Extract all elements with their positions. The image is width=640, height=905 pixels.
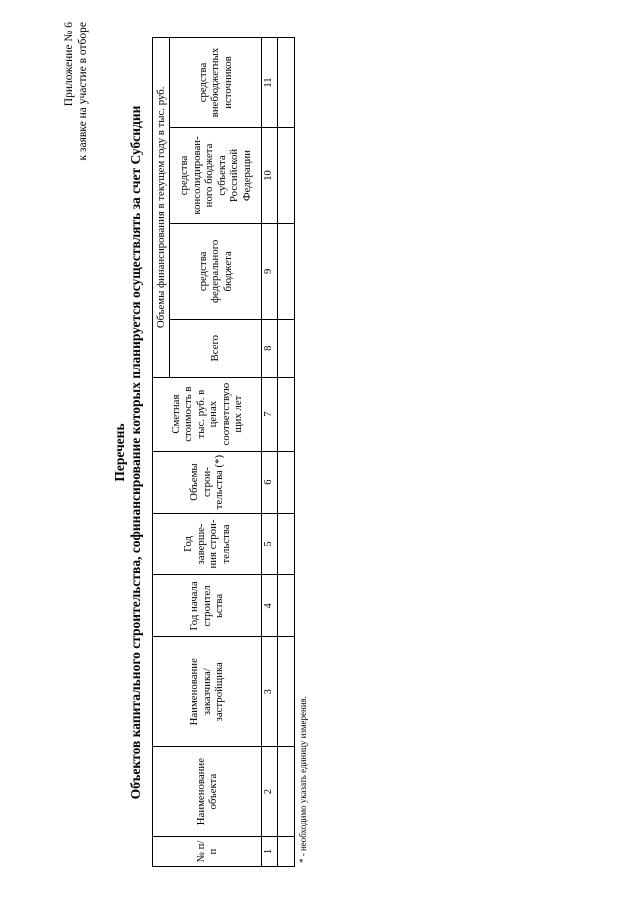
document-title: Перечень — [112, 423, 127, 482]
column-number: 11 — [262, 38, 278, 128]
appendix-line-2: к заявке на участие в отборе — [77, 22, 89, 161]
table-cell — [278, 637, 295, 747]
header-end-year: Год заверше-ния строи-тельства — [153, 513, 262, 575]
header-financing-group: Объемы финансирования в текущем году в тыс. руб. — [153, 38, 170, 378]
footnote: * - необходимо указать единицу измерения. — [298, 695, 308, 863]
header-volume: Объемы строи-тельства (*) — [153, 451, 262, 513]
column-number: 1 — [262, 837, 278, 867]
table-cell — [278, 377, 295, 451]
header-cost: Сметная стоимость в тыс. руб. в ценах соответствую щих лет — [153, 377, 262, 451]
table-cell — [278, 223, 295, 319]
table-cell — [278, 127, 295, 223]
column-number: 10 — [262, 127, 278, 223]
header-num: № п/п — [153, 837, 262, 867]
column-number: 3 — [262, 637, 278, 747]
header-total: Всего — [170, 319, 262, 377]
column-number: 7 — [262, 377, 278, 451]
table-cell — [278, 513, 295, 575]
column-number: 8 — [262, 319, 278, 377]
header-federal: средства федерального бюджета — [170, 223, 262, 319]
column-number: 6 — [262, 451, 278, 513]
table-row — [278, 38, 295, 867]
header-customer: Наименование заказчика/ застройщика — [153, 637, 262, 747]
table-cell — [278, 38, 295, 128]
header-row-1 — [153, 38, 170, 867]
table-cell — [278, 575, 295, 637]
table-cell — [278, 837, 295, 867]
column-number-row — [262, 38, 278, 867]
header-extrabudget: средства внебюджетных источников — [170, 38, 262, 128]
table-cell — [278, 747, 295, 837]
appendix-line-1: Приложение № 6 — [63, 22, 75, 107]
document-subtitle: Объектов капитального строительства, софинансирование которых планируется осуществлять за счет Субсидии — [128, 105, 143, 800]
objects-table — [152, 37, 295, 867]
header-regional: средства консолидирован-ного бюджета субъекта Российской Федерации — [170, 127, 262, 223]
table-cell — [278, 319, 295, 377]
header-start-year: Год начала строител ьства — [153, 575, 262, 637]
header-object: Наименование объекта — [153, 747, 262, 837]
column-number: 9 — [262, 223, 278, 319]
column-number: 2 — [262, 747, 278, 837]
table-cell — [278, 451, 295, 513]
appendix-note — [62, 22, 90, 161]
column-number: 5 — [262, 513, 278, 575]
column-number: 4 — [262, 575, 278, 637]
